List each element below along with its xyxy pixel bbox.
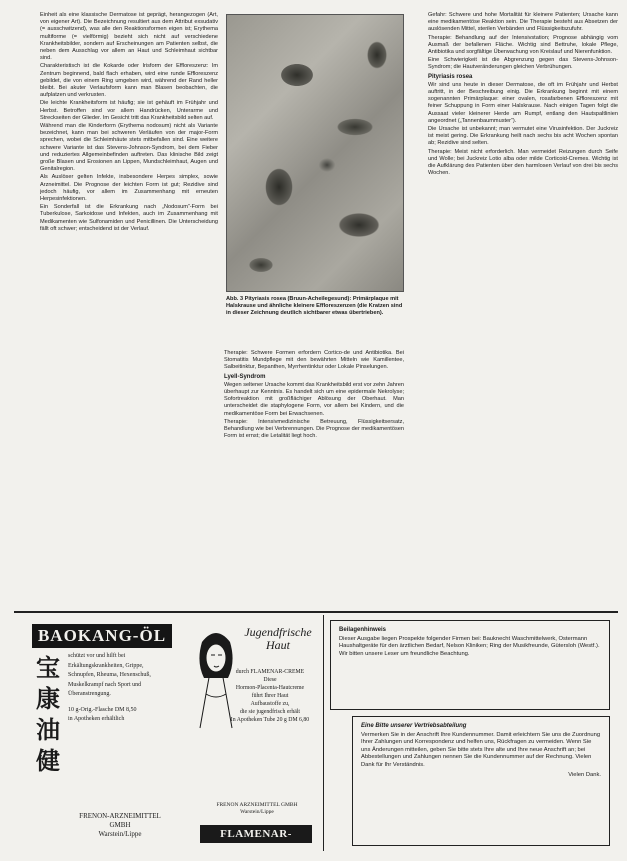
baokang-logo: BAOKANG-ÖL	[32, 624, 172, 648]
creme-copy	[224, 668, 316, 724]
paragraph: Gefahr: Schwere und hohe Mortalität für kleinere Patienten; Ursache kann eine medikamentöse Reaktion sein. Die Therapie besteht aus Absetzen der auslösenden Mittel, sterilen Verbänden und Flüssigkeitszufuhr.	[428, 12, 618, 33]
baokang-availability: in Apotheken erhältlich	[68, 716, 125, 722]
baokang-copy	[68, 652, 172, 725]
baokang-company: FRENON-ARZNEIMITTEL GMBH	[79, 812, 161, 829]
paragraph: Die leichte Krankheitsform ist häufig; sie ist gehäuft im Frühjahr und Herbst. Betroffen sind vor allem Handrücken, Unterarme und Streckseiten der Glieder. Im Gesicht tritt das Krankheitsbild selten auf.	[40, 100, 218, 121]
paragraph: Therapie: Behandlung auf der Intensivstation; Prognose abhängig vom Ausmaß der befallenen Fläche. Wichtig sind Bettruhe, lokale Pflege, Antibiotika und sorgfältige Überwachung von Kreislauf und Nierenfunktion.	[428, 34, 618, 56]
distribution-request-text: Vermerken Sie in der Anschrift Ihre Kundennummer. Damit erleichtern Sie uns die Zuordnung Ihrer Zahlungen und Korrespondenz und helfen uns, Rückfragen zu vermeiden. Wenn Sie uns Änderungen mitteilen, geben Sie bitte stets Ihre alte und Ihre neue Anschrift an; bei Abbestellungen und Zahlungen nennen Sie die Kundennummer auf der Rechnung. Vielen Dank für Ihr Verständnis.	[361, 732, 601, 768]
flamenar-creme-ad	[182, 622, 317, 858]
supplement-notice-text: Dieser Ausgabe liegen Prospekte folgender Firmen bei: Bauknecht Waschmittelwerk, Ostermann Haushaltgeräte für den ärztlichen Bedarf, Nelson Kliniken; Ring der Musikfreunde, Gütersloh (Westf.). Wir bitten unsere Leser um freundliche Beachtung.	[339, 636, 600, 657]
photo-caption: Abb. 3 Pityriasis rosea (Bruun-Acheilegesund): Primärplaque mit Halskrause und ähnliche kleinere Effloreszenzen (die Kratzen sind in dieser Zeichnung deutlich sichtbarer etwas übertrieben).	[226, 296, 403, 316]
paragraph: Therapie: Intensivmedizinische Betreuung, Flüssigkeitsersatz, Behandlung wie bei Verbrennungen. Die Prognose der medikamentösen Form ist ernst; die Letalität liegt hoch.	[224, 418, 404, 440]
page-divider	[14, 611, 618, 613]
creme-headline: Jugendfrische Haut	[244, 625, 312, 652]
article-column-right	[428, 12, 618, 605]
paragraph: Als Auslöser gelten Infekte, insbesondere Herpes simplex, sowie Arzneimittel. Die Prognose der leichten Form ist gut; Rezidive sind jedoch häufig, vor allem im Zusammenhang mit erneuten Herpesinfektionen.	[40, 174, 218, 203]
creme-company: FRENON ARZNEIMITTEL GMBH	[216, 802, 298, 808]
distribution-request-signoff: Vielen Dank.	[568, 772, 601, 779]
paragraph: Wir sind uns heute in dieser Dermatose, die oft im Frühjahr und Herbst auftritt, in der Beschreibung einig. Die Erkrankung beginnt mit einem sogenannten Primärplaque: einer ovalen, rosafarbenen Effloreszenz mit feiner Schuppung in Form einer Halskrause. Nach einigen Tagen folgt die Aussaat vieler kleinerer Herde am Rumpf, entlang den Hautspaltlinien angeordnet („Tannenbaummuster“).	[428, 81, 618, 124]
paragraph: Therapie: Schwere Formen erfordern Cortico-de und Antibiotika. Bei Stomatitis Mundpflege mit den bewährten Mitteln wie Kamillentee, Salbeitinktur, Bepanthen, Myrrhentinktur oder Lokale Pinselungen.	[224, 350, 404, 371]
creme-line: durch FLAMENAR-CREME	[235, 669, 305, 675]
creme-city: Warstein/Lippe	[240, 809, 274, 815]
supplement-notice-title: Beilagenhinweis	[339, 627, 387, 633]
creme-line: Aufbaustoffe zu,	[250, 701, 290, 707]
paragraph: Eine Schwierigkeit ist die Abgrenzung gegen das Stevens-Johnson-Syndrom; die Hautveränderungen gleichen Verbrühungen.	[428, 57, 618, 71]
paragraph: Therapie: Meist nicht erforderlich. Man vermeidet Reizungen durch Seife und Wolle; bei Juckreiz Lotio alba oder milde Corticoid-Cremes. Wichtig ist die Aufklärung des Patienten über den harmlosen Verlauf von drei bis sechs Wochen.	[428, 148, 618, 177]
paragraph: Die Ursache ist unbekannt; man vermutet eine Virusinfektion. Der Juckreiz ist meist gering. Die Erkrankung heilt nach sechs bis acht Wochen spontan ab; Rezidive sind selten.	[428, 126, 618, 147]
creme-line: In Apotheken Tube 20 g DM 6,80	[230, 717, 310, 723]
section-heading-pityriasis: Pityriasis rosea	[428, 73, 473, 80]
baokang-price: 10 g-Orig.-Flasche DM 8,50	[68, 706, 137, 713]
distribution-request-box	[352, 716, 610, 846]
creme-line: Diese	[263, 677, 277, 683]
creme-line: die sie jugendfrisch erhält	[239, 709, 301, 715]
creme-line: Hormon-Placenta-Hautcreme	[235, 685, 305, 691]
chinese-char: 康	[36, 684, 60, 713]
paragraph: Während man die Kinderform (Erythema nodosum) nicht als Variante bezeichnet, kann man bei schweren Verläufen von der major-Form sprechen, wobei die Schleimhäute stets mitbefallen sind. Eine weitere schwere Variante ist das Stevens-Johnson-Syndrom, bei dem Fieber und reduziertes Allgemeinbefinden auftreten. Das klinische Bild zeigt große Blasen und Erosionen an Lippen, Mundschleimhaut, Augen und Genitalregion.	[40, 123, 218, 173]
distribution-request-title: Eine Bitte unserer Vertriebsabteilung	[361, 723, 467, 729]
creme-company-block	[202, 802, 312, 816]
article-column-left	[40, 12, 218, 605]
supplement-notice-box	[330, 620, 610, 710]
baokang-company-block	[68, 812, 172, 839]
baokang-description: schützt vor und hilft bei Erkältungskrankheiten, Grippe, Schnupfen, Rheuma, Hexenschuß, Muskelkrampf nach Sport und Überanstrengung.	[68, 653, 151, 697]
chinese-characters	[34, 652, 62, 776]
creme-banner: FLAMENAR-CREME	[200, 825, 312, 843]
paragraph: Einheit als eine klassische Dermatose ist geprägt, herangezogen (Art, von eigener Art). Die Bezeichnung resultiert aus dem Attribut exsudativ (= ausschwitzend), was alle den Reaktionsformen eigen ist; Erythema multiforme (= vielförmig) bezieht sich nicht auf verschiedene Krankheitsbilder, sondern auf Erscheinungen am Patienten selbst, die neben dem Ausschlag vor allem an Haut und Schleimhaut sichtbar sind.	[40, 12, 218, 62]
paragraph: Ein Sonderfall ist die Erkrankung nach „Nodosum“-Form bei Tuberkulose, Sarkoidose und Infekten, auch im Zusammenhang mit Medikamenten wie Sulfonamiden und Penicillinen. Die Unterscheidung fällt oft schwer; entscheidend ist der Verlauf.	[40, 204, 218, 232]
paragraph: Charakteristisch ist die Kokarde oder Irisform der Effloreszenz: Im Zentrum beginnend, bald flach erhaben, wird eine runde Effloreszenz gebildet, die von einem Ring umgeben wird, während der Rand heller bleibt. Bei akuter Verlaufsform kann man Blasen beobachten, die aufplatzen und verkrusten.	[40, 63, 218, 99]
skin-lesion-photo	[226, 14, 404, 292]
paragraph: Wegen seltener Ursache kommt das Krankheitsbild erst vor zehn Jahren überhaupt zur Kenntnis. Es handelt sich um eine epidermale Nekrolyse; Sofortreaktion mit großflächiger Ablösung der Oberhaut. Man unterscheidet die staphylogene Form, vor allem bei Kindern, und die medikamentöse Form bei Erwachsenen.	[224, 381, 404, 417]
column-divider	[323, 615, 324, 851]
chinese-char: 健	[36, 746, 60, 775]
chinese-char: 油	[36, 715, 60, 744]
article-column-middle	[224, 350, 404, 604]
baokang-oil-ad	[28, 618, 176, 850]
baokang-city: Warstein/Lippe	[98, 830, 142, 838]
creme-line: führt Ihrer Haut	[251, 693, 289, 699]
section-heading-lyell: Lyell-Syndrom	[224, 373, 266, 380]
chinese-char: 宝	[36, 653, 60, 682]
